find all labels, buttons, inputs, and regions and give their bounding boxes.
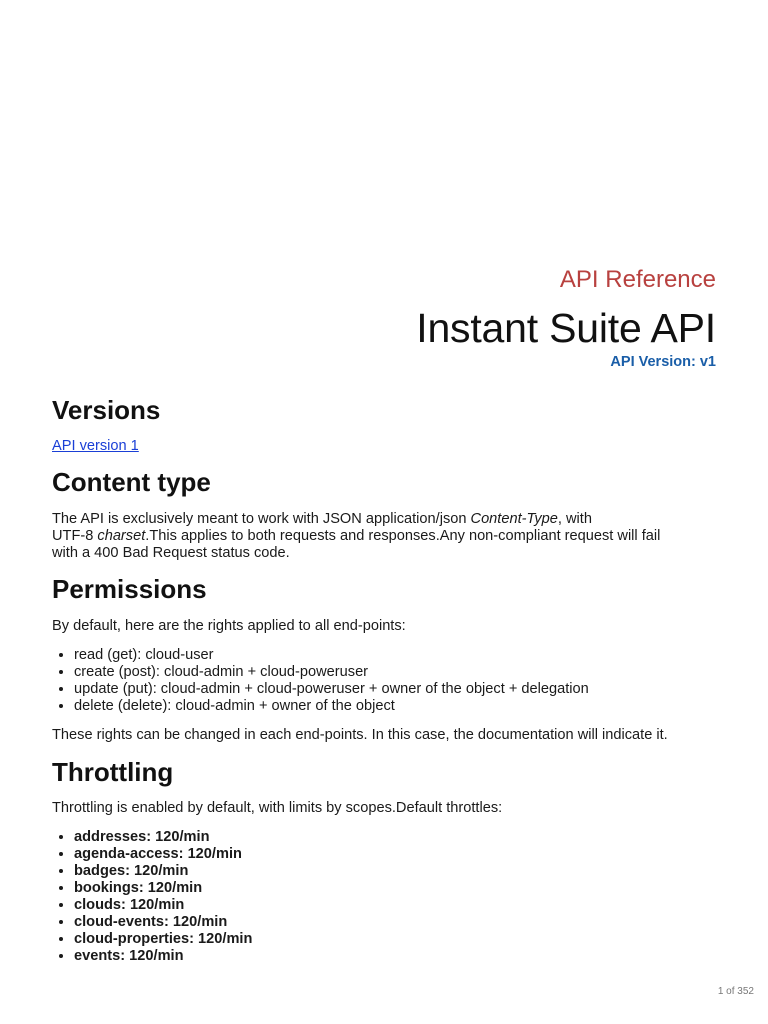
content-type-text: with a 400 Bad Request status code. [52, 545, 290, 561]
throttle-rate: : 120/min [146, 829, 210, 845]
permissions-list [52, 647, 589, 715]
throttle-rate: : 120/min [120, 948, 184, 964]
content-type-text: .This applies to both requests and responses.Any non-compliant request will fail [145, 528, 661, 544]
list-item: • create (post): cloud-admin + cloud-poweruser [74, 664, 589, 681]
list-item [74, 897, 252, 914]
throttle-scope: events [74, 948, 121, 964]
throttle-rate: : 120/min [138, 880, 203, 896]
throttling-intro: Throttling is enabled by default, with limits by scopes.Default throttles: [52, 800, 503, 816]
content-type-emphasis: Content-Type [470, 511, 558, 527]
permissions-intro: By default, here are the rights applied to all end-points: [52, 618, 406, 634]
throttling-list [52, 829, 252, 965]
content-type-text: , with [557, 511, 592, 527]
list-item: • read (get): cloud-user [74, 647, 589, 664]
document-kind: API Reference [559, 266, 716, 293]
throttle-scope: clouds [74, 897, 122, 913]
list-item [74, 931, 252, 948]
throttle-scope: cloud-properties [74, 931, 190, 947]
throttle-scope: badges [74, 863, 126, 879]
permissions-heading: Permissions [52, 574, 207, 604]
throttle-rate: : 120/min [125, 863, 189, 879]
list-item: • delete (delete): cloud-admin + owner of the object [74, 698, 589, 715]
throttle-rate: : 120/min [121, 897, 185, 913]
content-type-text: UTF-8 [52, 528, 98, 544]
content-type-heading: Content type [52, 467, 211, 497]
list-item [74, 829, 252, 846]
list-item [74, 846, 252, 863]
charset-emphasis: charset [97, 528, 146, 544]
list-item [74, 914, 252, 931]
throttle-rate: : 120/min [178, 846, 242, 862]
list-item: • update (put): cloud-admin + cloud-poweruser + owner of the object + delegation [74, 681, 589, 698]
list-item [74, 948, 252, 965]
throttle-scope: agenda-access [74, 846, 179, 862]
throttle-rate: : 120/min [189, 931, 253, 947]
permissions-outro: These rights can be changed in each end-points. In this case, the documentation will indicate it. [52, 727, 668, 743]
versions-paragraph [52, 438, 716, 455]
document-header [52, 265, 716, 371]
throttle-scope: bookings [74, 880, 139, 896]
page-number: 1 of 352 [717, 986, 754, 997]
throttle-rate: : 120/min [164, 914, 228, 930]
document-title: Instant Suite API [416, 305, 716, 351]
list-item [74, 880, 252, 897]
versions-heading: Versions [52, 395, 161, 425]
api-version-label: API Version: v1 [610, 354, 716, 370]
list-item [74, 863, 252, 880]
throttling-heading: Throttling [52, 757, 174, 787]
throttle-scope: cloud-events [74, 914, 165, 930]
api-version-1-link[interactable]: API version 1 [52, 438, 139, 454]
content-type-paragraph [52, 511, 716, 562]
throttle-scope: addresses [74, 829, 147, 845]
content-type-text: The API is exclusively meant to work with JSON application/json [52, 511, 471, 527]
